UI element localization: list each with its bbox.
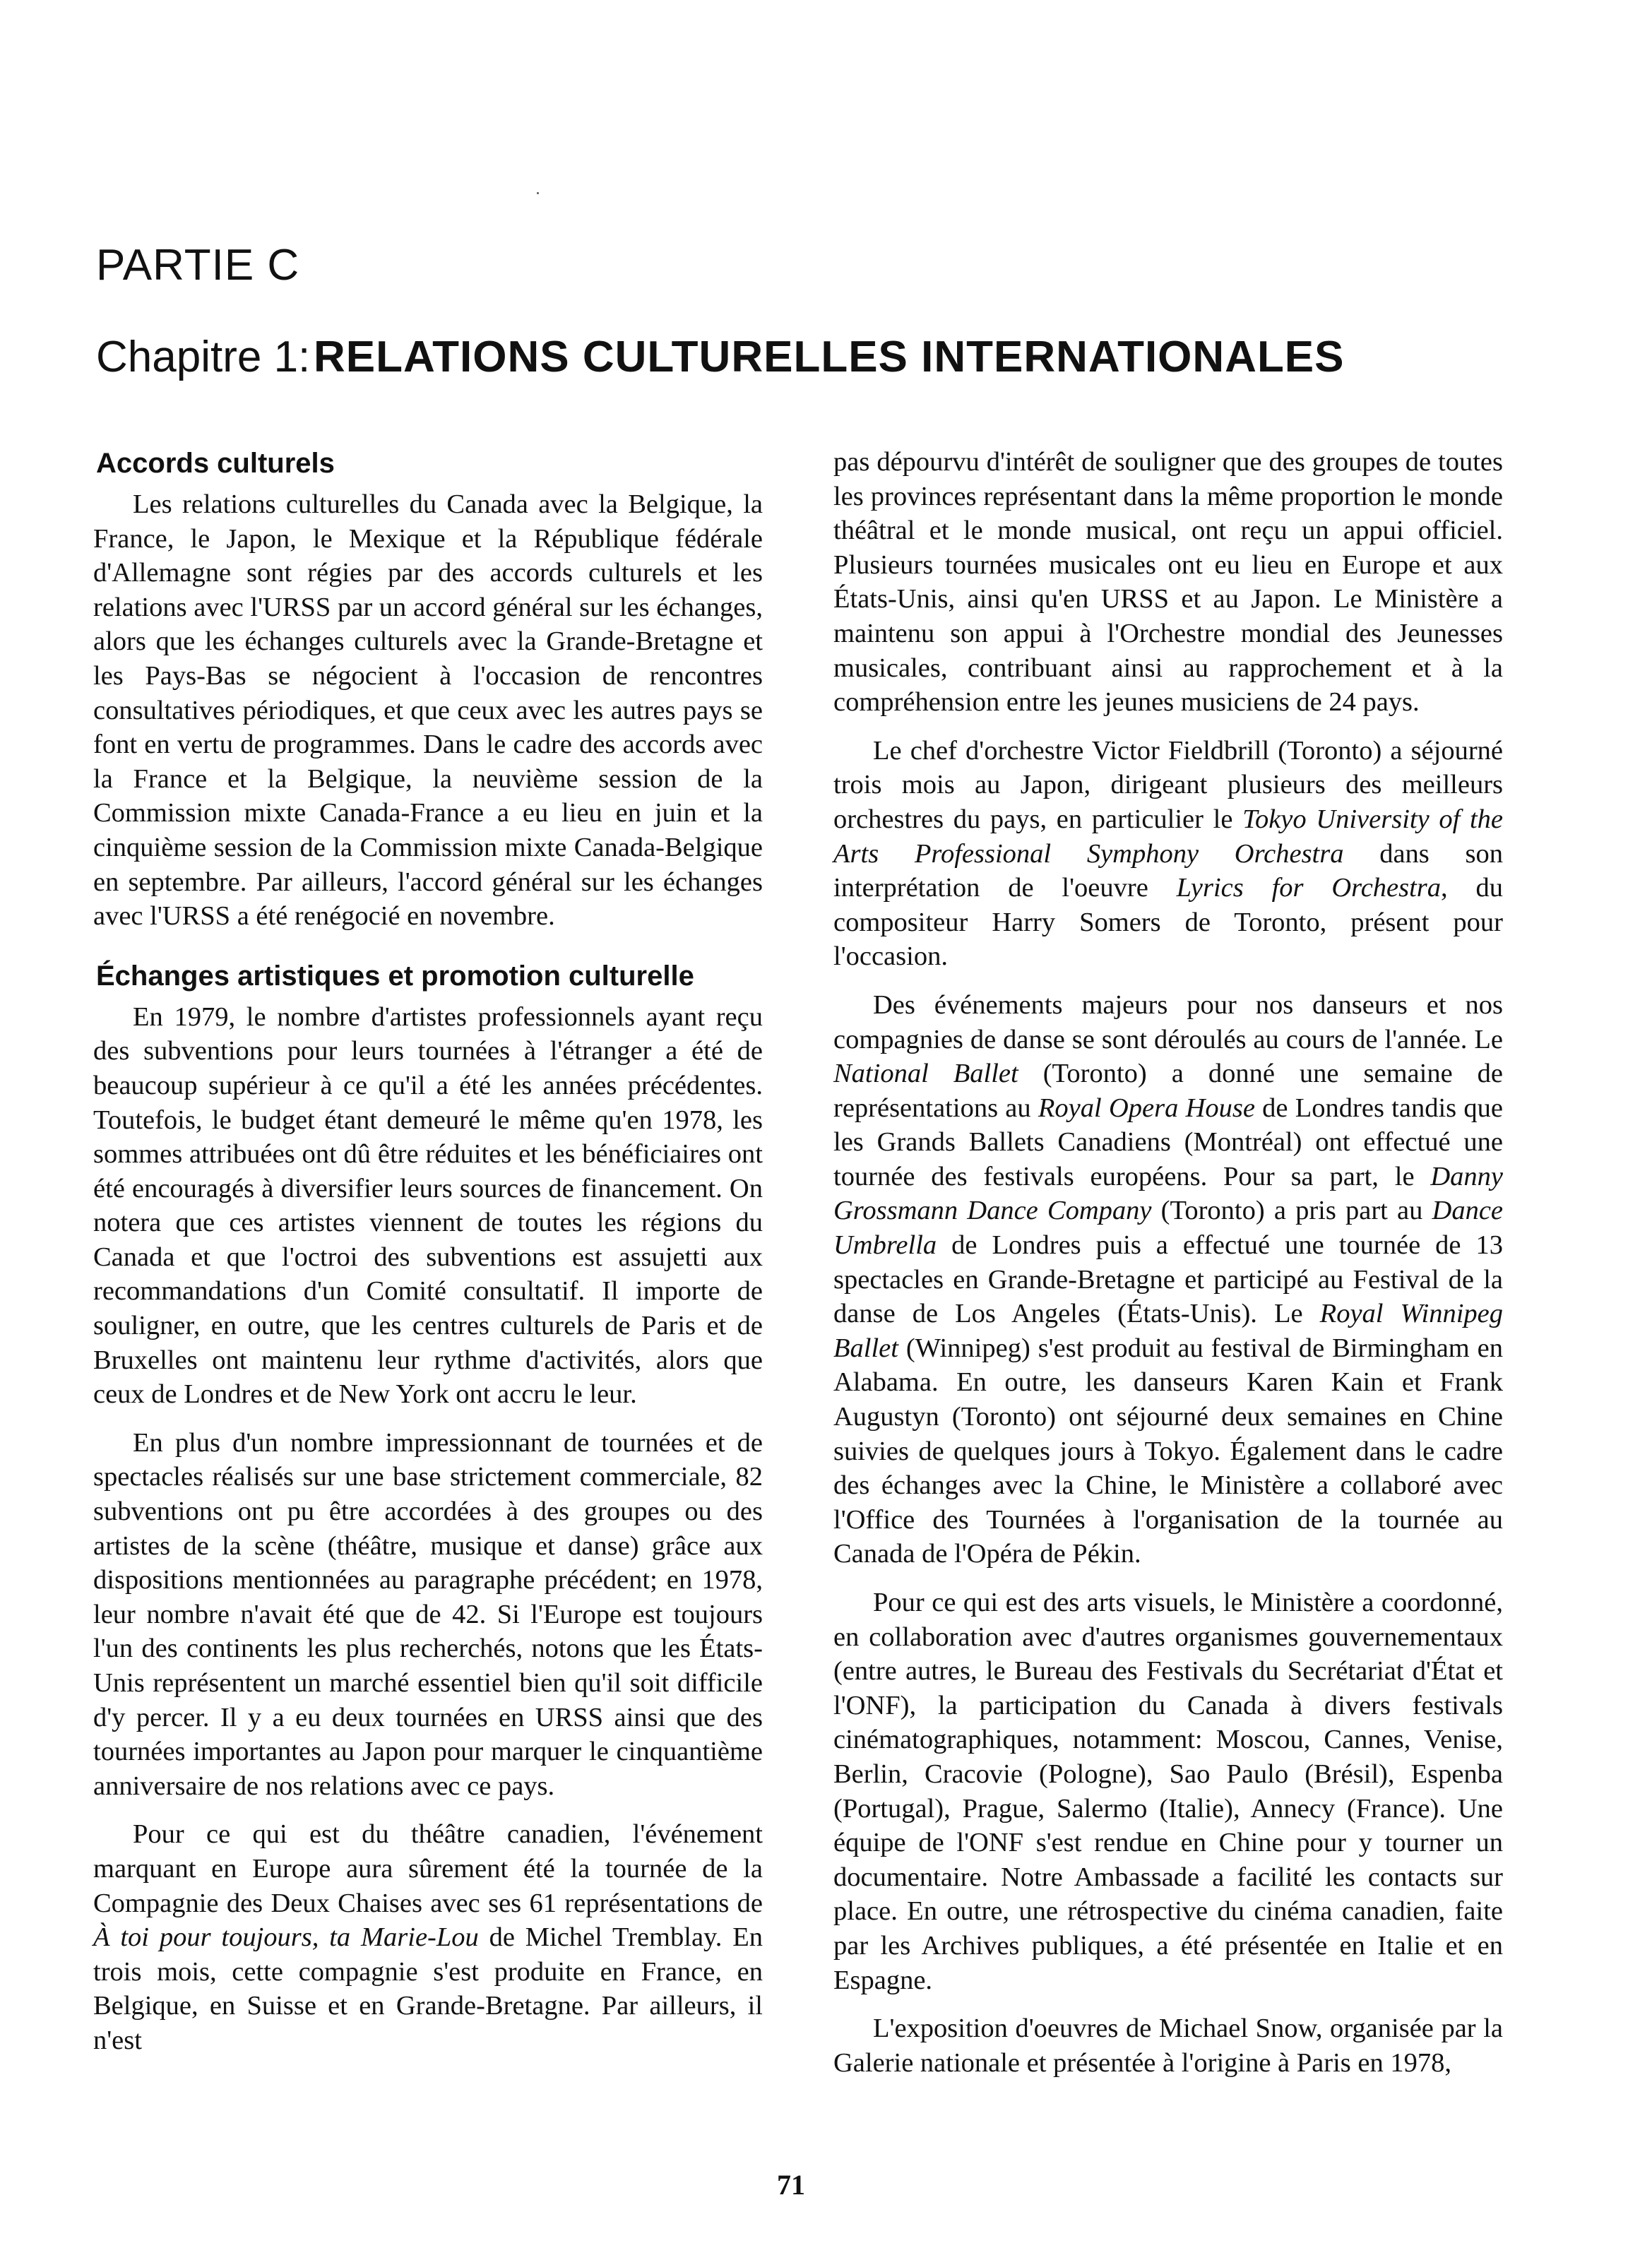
chapter-heading <box>96 332 1345 382</box>
part-heading: PARTIE C <box>96 241 300 290</box>
paragraph <box>93 1817 763 2057</box>
title-italic: Royal Opera House <box>1038 1093 1255 1123</box>
text-run: (Toronto) a pris part au <box>1151 1196 1432 1226</box>
paragraph <box>833 988 1503 1571</box>
paragraph: L'exposition d'oeuvres de Michael Snow, organisée par la Galerie nationale et présentée à l'origine à Paris en 1978, <box>833 2014 1503 2078</box>
text-run: de Londres puis a effectué une tournée de 13 spectacles en Grande-Bretagne et participé au Festival de la danse de Los Angeles (États-Unis). Le <box>833 1230 1503 1329</box>
paragraph: En 1979, le nombre d'artistes professionnels ayant reçu des subventions pour leurs tournées à l'étranger a été de beaucoup supérieur à ce qu'il a été les années précédentes. Toutefois, le budget étant demeuré le même qu'en 1978, les sommes attribuées ont dû être réduites et les bénéficiaires ont été encouragés à diversifier leurs sources de financement. On notera que ces artistes viennent de toutes les régions du Canada et que l'octroi des subventions est assujetti aux recommandations d'un Comité consultatif. Il importe de souligner, en outre, que les centres culturels de Paris et de Bruxelles ont maintenu leur rythme d'activités, alors que ceux de Londres et de New York ont accru le leur. <box>93 1001 763 1410</box>
section-heading-accords: Accords culturels <box>96 448 335 479</box>
text-run: de Michel Tremblay. En trois mois, cette compagnie s'est produite en France, en Belgique, en Suisse et en Grande-Bretagne. Par ailleurs, il n'est <box>93 1922 763 2055</box>
title-italic: Tokyo University of the Arts Professional Symphony Orchestra <box>833 804 1503 869</box>
title-italic: Lyrics for Orchestra <box>1176 873 1442 903</box>
title-italic: Dance Umbrella <box>833 1196 1503 1261</box>
paragraph: Les relations culturelles du Canada avec la Belgique, la France, le Japon, le Mexique et la République fédérale d'Allemagne sont régies par des accords culturels et les relations avec l'URSS par un accord général sur les échanges, alors que les échanges culturels avec la Grande-Bretagne et les Pays-Bas se négocient à l'occasion de rencontres consultatives périodiques, et que ceux avec les autres pays se font en vertu de programmes. Dans le cadre des accords avec la France et la Belgique, la neuvième session de la Commission mixte Canada-France a eu lieu en juin et la cinquième session de la Commission mixte Canada-Belgique en septembre. Par ailleurs, l'accord général sur les échanges avec l'URSS a été renégocié en novembre. <box>93 489 763 932</box>
title-italic: À toi pour toujours, ta Marie-Lou <box>93 1922 479 1953</box>
title-italic: Royal Winnipeg Ballet <box>833 1299 1503 1363</box>
chapter-number: Chapitre 1: <box>96 333 311 381</box>
scan-speck <box>537 192 539 194</box>
text-run: Le chef d'orchestre Victor Fieldbrill (Toronto) a séjourné trois mois au Japon, dirigeant plusieurs des meilleurs orchestres du pays, en particulier le <box>833 735 1503 834</box>
text-run: Des événements majeurs pour nos danseurs et nos compagnies de danse se sont déroulés au cours de l'année. Le <box>833 989 1503 1054</box>
text-run: (Toronto) a donné une semaine de représentations au <box>833 1059 1504 1123</box>
chapter-title: RELATIONS CULTURELLES INTERNATIONALES <box>314 333 1345 381</box>
title-italic: Danny Grossmann Dance Company <box>833 1161 1503 1226</box>
paragraph: En plus d'un nombre impressionnant de tournées et de spectacles réalisés sur une base strictement commerciale, 82 subventions ont pu être accordées à des groupes ou des artistes de la scène (théâtre, musique et danse) grâce aux dispositions mentionnées au paragraphe précédent; en 1978, leur nombre n'avait été que de 42. Si l'Europe est toujours l'un des continents les plus recherchés, notons que les États-Unis représentent un marché essentiel bien qu'il soit difficile d'y percer. Il y a eu deux tournées en URSS ainsi que des tournées importantes au Japon pour marquer le cinquantième anniversaire de nos relations avec ce pays. <box>93 1427 763 1801</box>
text-run: de Londres tandis que les Grands Ballets Canadiens (Montréal) ont effectué une tournée des festivals européens. Pour sa part, le <box>833 1093 1503 1191</box>
paragraph: pas dépourvu d'intérêt de souligner que des groupes de toutes les provinces représentant dans la même proportion le monde théâtral et le monde musical, ont reçu un appui officiel. Plusieurs tournées musicales ont eu lieu en Europe et aux États-Unis, ainsi qu'en URSS et au Japon. Le Ministère a maintenu son appui à l'Orchestre mondial des Jeunesses musicales, contribuant ainsi au rapprochement et à la compréhension entre les jeunes musiciens de 24 pays. <box>833 447 1503 718</box>
right-column <box>833 445 1503 2094</box>
text-run: Pour ce qui est du théâtre canadien, l'événement marquant en Europe aura sûrement été la tournée de la Compagnie des Deux Chaises avec ses 61 représentations de <box>93 1819 763 1918</box>
page-number: 71 <box>777 2169 805 2201</box>
paragraph: Pour ce qui est des arts visuels, le Ministère a coordonné, en collaboration avec d'autres organismes gouvernementaux (entre autres, le Bureau des Festivals du Secrétariat d'État et l'ONF), la participation du Canada à divers festivals cinématographiques, notamment: Moscou, Cannes, Venise, Berlin, Cracovie (Pologne), Sao Paulo (Brésil), Espenba (Portugal), Prague, Salermo (Italie), Annecy (France). Une équipe de l'ONF s'est rendue en Chine pour y tourner un documentaire. Notre Ambassade a facilité les contacts sur place. En outre, une rétrospective du cinéma canadien, faite par les Archives publiques, a été présentée en Italie et en Espagne. <box>833 1588 1503 1995</box>
section-heading-echanges: Échanges artistiques et promotion culturelle <box>96 960 694 992</box>
paragraph <box>833 734 1503 974</box>
text-run: dans son interprétation de l'oeuvre <box>833 838 1503 903</box>
title-italic: National Ballet <box>833 1059 1018 1089</box>
text-run: (Winnipeg) s'est produit au festival de Birmingham en Alabama. En outre, les danseurs Karen Kain et Frank Augustyn (Toronto) ont séjourné deux semaines en Chine suivies de quelques jours à Tokyo. Également dans le cadre des échanges avec la Chine, le Ministère a collaboré avec l'Office des Tournées à l'organisation de la tournée au Canada de l'Opéra de Pékin. <box>833 1333 1503 1569</box>
text-run: , du compositeur Harry Somers de Toronto, présent pour l'occasion. <box>833 873 1503 972</box>
left-column <box>93 445 763 2072</box>
